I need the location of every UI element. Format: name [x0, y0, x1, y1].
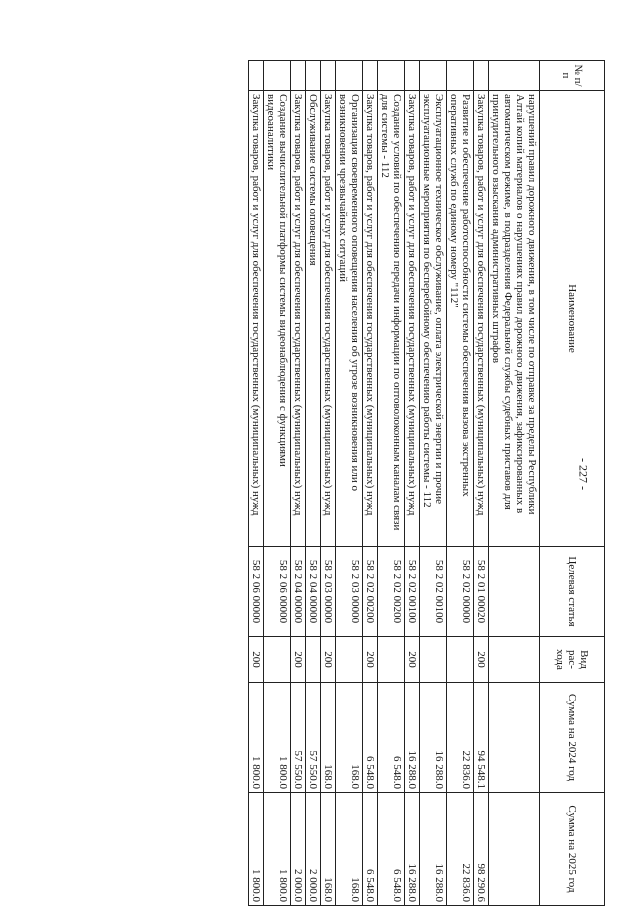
sum-2024-cell: 6 548.0 [378, 683, 405, 793]
article-cell: 58 2 06 00000 [264, 547, 291, 637]
sum-2025-cell: 6 548.0 [378, 793, 405, 906]
header-name: Наименование [540, 91, 605, 547]
kind-cell [336, 637, 363, 683]
kind-cell: 200 [405, 637, 420, 683]
sum-2024-cell: 94 548.1 [474, 683, 489, 793]
sum-2024-cell: 16 288.0 [420, 683, 447, 793]
kind-cell [489, 637, 540, 683]
header-article: Целевая статья [540, 547, 605, 637]
sum-2025-cell: 1 800.0 [264, 793, 291, 906]
table-row [420, 61, 447, 906]
sum-2025-cell: 16 288.0 [420, 793, 447, 906]
name-cell: Закупка товаров, работ и услуг для обеспечения государственных (муниципальных) нужд [321, 91, 336, 547]
article-cell [489, 547, 540, 637]
header-num: № п/п [540, 61, 605, 91]
budget-table [248, 60, 605, 906]
sum-2025-cell: 168.0 [336, 793, 363, 906]
sum-2024-cell: 16 288.0 [405, 683, 420, 793]
article-cell: 58 2 04 00000 [291, 547, 306, 637]
table-row [321, 61, 336, 906]
table-row [291, 61, 306, 906]
num-cell [489, 61, 540, 91]
article-cell: 58 2 06 00000 [249, 547, 264, 637]
num-cell [249, 61, 264, 91]
sum-2025-cell: 6 548.0 [363, 793, 378, 906]
name-cell: Развитие и обеспечение работоспособности системы обеспечения вызова экстренных оперативных служб по единому номеру "112" [447, 91, 474, 547]
num-cell [306, 61, 321, 91]
name-cell: Создание условий по обеспечению передачи информации по оптоволоконным каналам связи для системы - 112 [378, 91, 405, 547]
table-row [378, 61, 405, 906]
table-row [249, 61, 264, 906]
table-row [447, 61, 474, 906]
sum-2024-cell: 6 548.0 [363, 683, 378, 793]
num-cell [336, 61, 363, 91]
kind-cell [420, 637, 447, 683]
article-cell: 58 2 03 00000 [321, 547, 336, 637]
article-cell: 58 2 01 00020 [474, 547, 489, 637]
num-cell [264, 61, 291, 91]
kind-cell: 200 [321, 637, 336, 683]
name-cell: Закупка товаров, работ и услуг для обеспечения государственных (муниципальных) нужд [291, 91, 306, 547]
sum-2024-cell: 57 550.0 [291, 683, 306, 793]
table-row [405, 61, 420, 906]
sum-2025-cell [489, 793, 540, 906]
page-number: - 227 - [576, 458, 591, 490]
name-cell: нарушений правил дорожного движения, в том числе по отправке за пределы Республики Алтай копий материалов о нарушениях правил дорожного движения, зафиксированных в автоматическом режиме, в подразделения Федеральной службы судебных приставов для принудительного взыскания административных штрафов [489, 91, 540, 547]
num-cell [420, 61, 447, 91]
table-row [306, 61, 321, 906]
sum-2024-cell: 168.0 [336, 683, 363, 793]
sum-2024-cell: 22 836.0 [447, 683, 474, 793]
name-cell: Закупка товаров, работ и услуг для обеспечения государственных (муниципальных) нужд [249, 91, 264, 547]
name-cell: Закупка товаров, работ и услуг для обеспечения государственных (муниципальных) нужд [474, 91, 489, 547]
sum-2025-cell: 2 000.0 [291, 793, 306, 906]
kind-cell: 200 [249, 637, 264, 683]
num-cell [291, 61, 306, 91]
name-cell: Закупка товаров, работ и услуг для обеспечения государственных (муниципальных) нужд [405, 91, 420, 547]
kind-cell [447, 637, 474, 683]
article-cell: 58 2 04 00000 [306, 547, 321, 637]
sum-2024-cell: 57 550.0 [306, 683, 321, 793]
article-cell: 58 2 03 00000 [336, 547, 363, 637]
num-cell [321, 61, 336, 91]
sum-2025-cell: 168.0 [321, 793, 336, 906]
sum-2025-cell: 22 836.0 [447, 793, 474, 906]
sum-2025-cell: 1 800.0 [249, 793, 264, 906]
num-cell [378, 61, 405, 91]
kind-cell: 200 [474, 637, 489, 683]
sum-2024-cell: 1 800.0 [249, 683, 264, 793]
kind-cell [306, 637, 321, 683]
article-cell: 58 2 02 00200 [378, 547, 405, 637]
header-kind: Вид рас- хода [540, 637, 605, 683]
table-row [264, 61, 291, 906]
name-cell: Создание вычислительной платформы системы видеонаблюдения с функциями видеоаналитики [264, 91, 291, 547]
num-cell [474, 61, 489, 91]
name-cell: Эксплуатационное техническое обслуживание, оплата электрической энергии и прочие эксплуатационные мероприятия по бесперебойному обеспечению работы системы - 112 [420, 91, 447, 547]
header-sum-2024: Сумма на 2024 год [540, 683, 605, 793]
sum-2024-cell [489, 683, 540, 793]
sum-2024-cell: 168.0 [321, 683, 336, 793]
name-cell: Обслуживание системы оповещения [306, 91, 321, 547]
num-cell [363, 61, 378, 91]
sum-2025-cell: 16 288.0 [405, 793, 420, 906]
kind-cell [264, 637, 291, 683]
name-cell: Закупка товаров, работ и услуг для обеспечения государственных (муниципальных) нужд [363, 91, 378, 547]
kind-cell [378, 637, 405, 683]
kind-cell: 200 [291, 637, 306, 683]
article-cell: 58 2 02 00000 [447, 547, 474, 637]
sum-2025-cell: 2 000.0 [306, 793, 321, 906]
sum-2024-cell: 1 800.0 [264, 683, 291, 793]
name-cell: Организация своевременного оповещения населения об угрозе возникновения или о возникновении чрезвычайных ситуаций [336, 91, 363, 547]
sum-2025-cell: 98 290.6 [474, 793, 489, 906]
num-cell [447, 61, 474, 91]
table-row [474, 61, 489, 906]
article-cell: 58 2 02 00200 [363, 547, 378, 637]
table-row [363, 61, 378, 906]
article-cell: 58 2 02 00100 [405, 547, 420, 637]
num-cell [405, 61, 420, 91]
rotated-table-wrapper [60, 60, 605, 905]
table-row [489, 61, 540, 906]
header-row [540, 61, 605, 906]
header-sum-2025: Сумма на 2025 год [540, 793, 605, 906]
article-cell: 58 2 02 00100 [420, 547, 447, 637]
kind-cell: 200 [363, 637, 378, 683]
table-row [336, 61, 363, 906]
